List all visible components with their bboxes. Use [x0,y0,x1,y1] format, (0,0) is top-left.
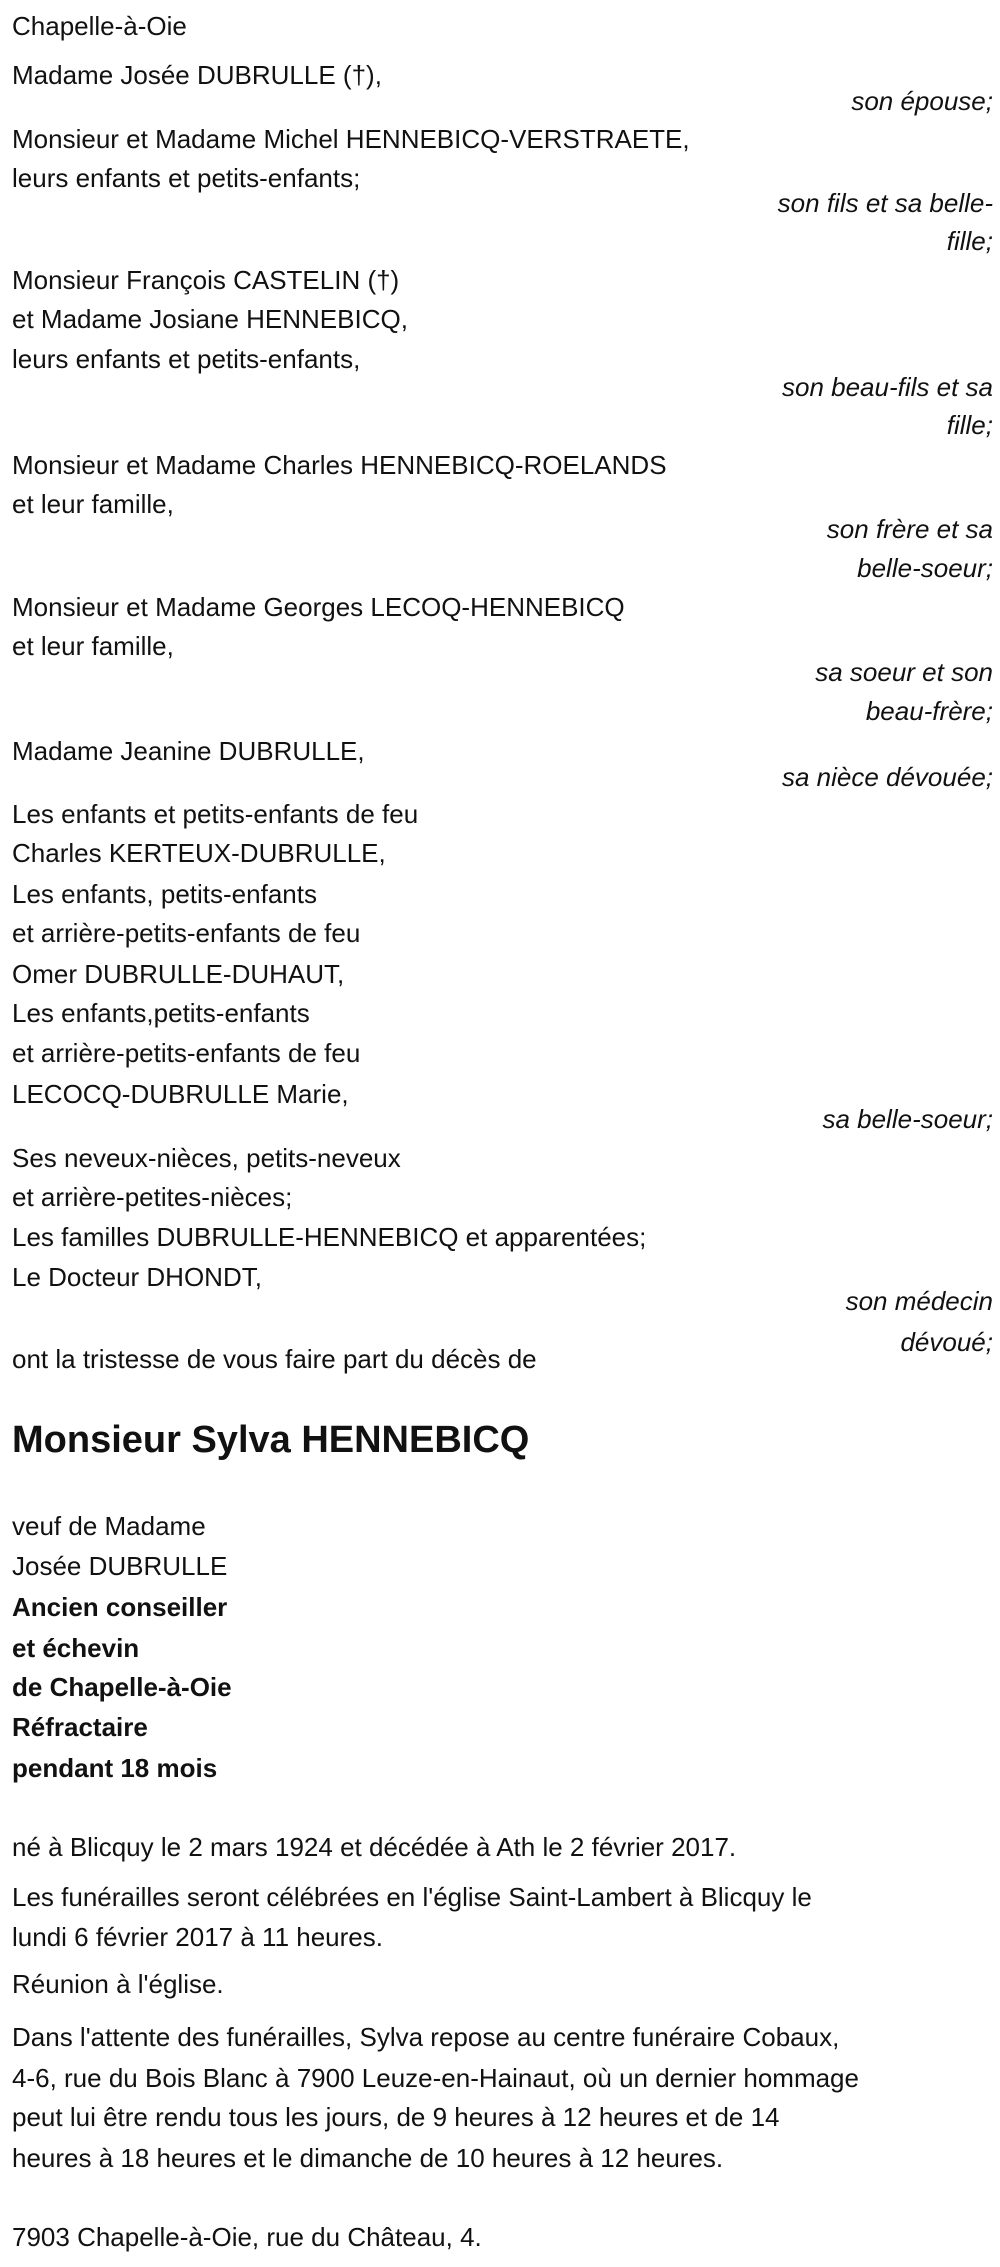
deceased-name: Monsieur Sylva HENNEBICQ [12,1419,530,1461]
family-line: et Madame Josiane HENNEBICQ, [12,304,408,334]
address: 7903 Chapelle-à-Oie, rue du Château, 4. [12,2222,482,2252]
family-line: Omer DUBRULLE-DUHAUT, [12,959,345,989]
family-line: Monsieur et Madame Georges LECOQ-HENNEBICQ [12,592,625,622]
family-line: et arrière-petites-nièces; [12,1182,293,1212]
relation-label: fille; [946,226,993,256]
detail-line: et échevin [12,1633,140,1663]
family-line: et arrière-petits-enfants de feu [12,918,361,948]
info-line: peut lui être rendu tous les jours, de 9 heures à 12 heures et de 14 [12,2102,780,2132]
family-line: Monsieur François CASTELIN (†) [12,265,400,295]
family-line: et leur famille, [12,489,174,519]
family-line: Le Docteur DHONDT, [12,1262,262,1292]
family-line: Les enfants,petits-enfants [12,998,310,1028]
relation-label: son frère et sa [826,514,993,544]
relation-label: son fils et sa belle- [777,188,993,218]
detail-line: Réfractaire [12,1712,148,1742]
family-line: ont la tristesse de vous faire part du décès de [12,1344,537,1374]
family-line: Les familles DUBRULLE-HENNEBICQ et apparentées; [12,1222,647,1252]
family-line: Les enfants, petits-enfants [12,879,317,909]
family-line: LECOCQ-DUBRULLE Marie, [12,1079,349,1109]
family-line: Ses neveux-nièces, petits-neveux [12,1143,401,1173]
relation-label: sa nièce dévouée; [781,762,993,792]
info-line: Dans l'attente des funérailles, Sylva repose au centre funéraire Cobaux, [12,2022,840,2052]
info-line: lundi 6 février 2017 à 11 heures. [12,1922,383,1952]
relation-label: son beau-fils et sa [781,372,993,402]
info-line: né à Blicquy le 2 mars 1924 et décédée à Ath le 2 février 2017. [12,1832,737,1862]
family-line: leurs enfants et petits-enfants; [12,163,361,193]
family-line: Madame Josée DUBRULLE (†), [12,60,382,90]
relation-label: fille; [946,410,993,440]
relation-label: sa soeur et son [815,657,993,687]
info-line: Les funérailles seront célébrées en l'église Saint-Lambert à Blicquy le [12,1882,812,1912]
family-line: Madame Jeanine DUBRULLE, [12,736,365,766]
detail-line: pendant 18 mois [12,1753,218,1783]
relation-label: belle-soeur; [857,553,993,583]
info-line: Réunion à l'église. [12,1969,224,1999]
detail-line: Ancien conseiller [12,1592,228,1622]
family-line: Monsieur et Madame Michel HENNEBICQ-VERSTRAETE, [12,124,690,154]
detail-line: veuf de Madame [12,1511,206,1541]
family-line: Monsieur et Madame Charles HENNEBICQ-ROELANDS [12,450,667,480]
info-line: 4-6, rue du Bois Blanc à 7900 Leuze-en-Hainaut, où un dernier hommage [12,2063,859,2093]
family-line: leurs enfants et petits-enfants, [12,344,361,374]
info-line: heures à 18 heures et le dimanche de 10 heures à 12 heures. [12,2143,724,2173]
place-heading: Chapelle-à-Oie [12,11,187,41]
family-line: Les enfants et petits-enfants de feu [12,799,419,829]
relation-label: son épouse; [851,86,993,116]
relation-label: dévoué; [900,1327,993,1357]
family-line: et arrière-petits-enfants de feu [12,1038,361,1068]
detail-line: Josée DUBRULLE [12,1551,228,1581]
family-line: Charles KERTEUX-DUBRULLE, [12,838,386,868]
relation-label: son médecin [845,1286,993,1316]
relation-label: beau-frère; [865,696,993,726]
relation-label: sa belle-soeur; [822,1104,993,1134]
detail-line: de Chapelle-à-Oie [12,1672,232,1702]
family-line: et leur famille, [12,631,174,661]
